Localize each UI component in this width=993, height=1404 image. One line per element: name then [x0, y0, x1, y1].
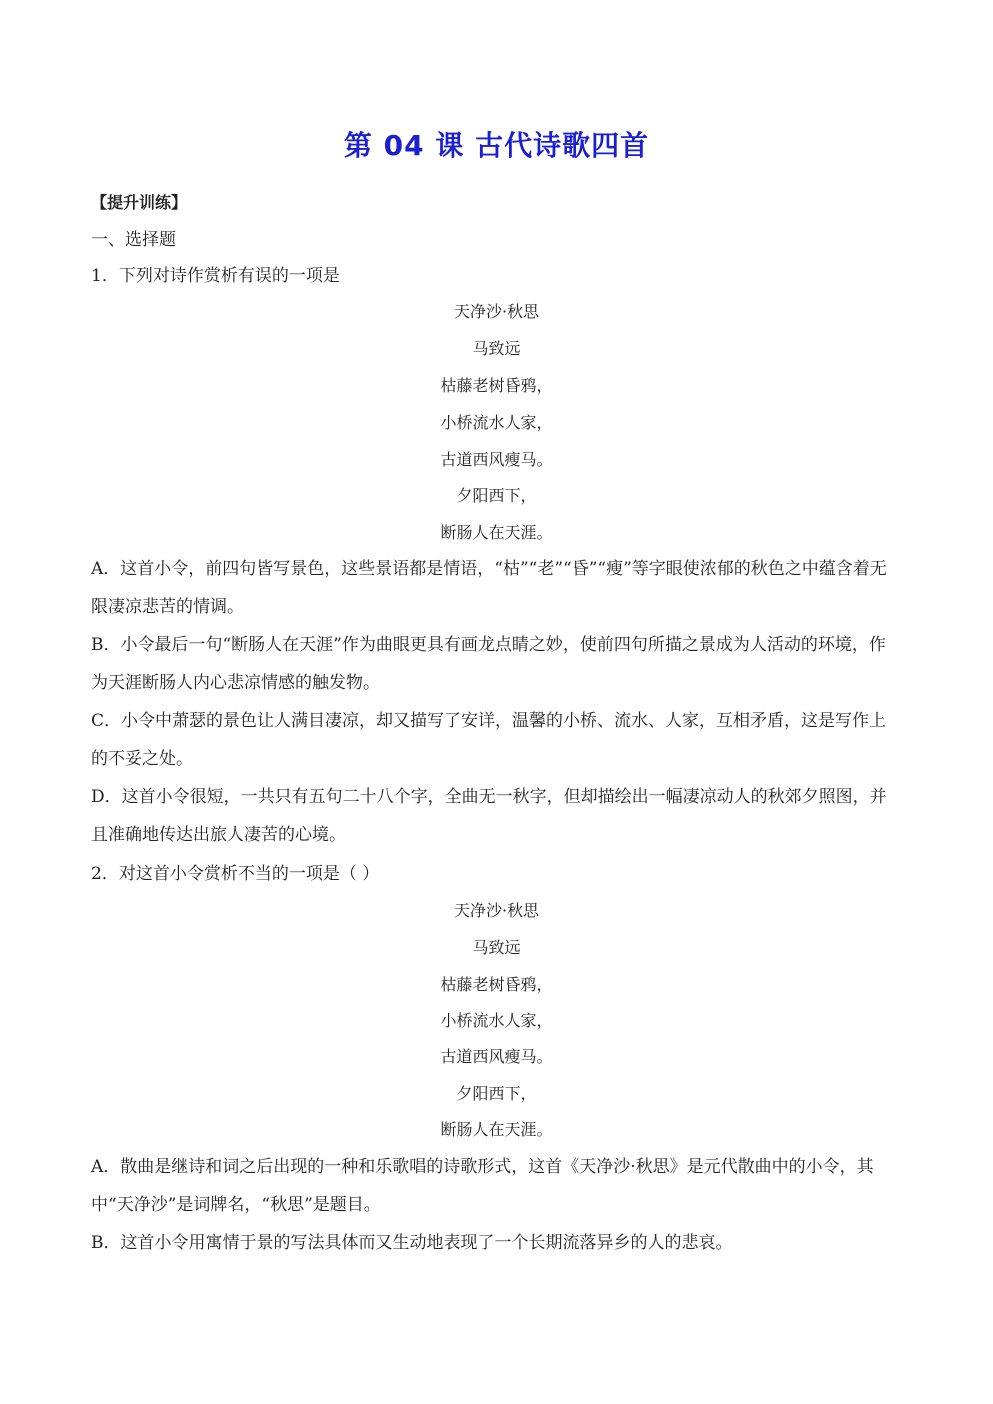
- q1-poem-line: 断肠人在天涯。: [440, 523, 553, 542]
- q1-option-d: D．这首小令很短，一共只有五句二十八个字，全曲无一秋字，但却描绘出一幅凄凉动人的秋郊夕照图，并且准确地传达出旅人凄苦的心境。: [91, 787, 887, 845]
- q2-poem-author: 马致远: [472, 938, 521, 957]
- q2-poem-title: 天净沙·秋思: [453, 901, 540, 920]
- page-title: 第 04 课 古代诗歌四首: [343, 129, 650, 162]
- q2-poem-line: 断肠人在天涯。: [440, 1120, 553, 1139]
- q1-poem-author: 马致远: [472, 339, 521, 358]
- q2-poem-line: 小桥流水人家，: [440, 1011, 553, 1030]
- q2-poem-line: 夕阳西下，: [456, 1084, 537, 1103]
- q2-option-a: A．散曲是继诗和词之后出现的一种和乐歌唱的诗歌形式，这首《天净沙·秋思》是元代散曲中的小令，其中“天净沙”是词牌名，“秋思”是题目。: [91, 1157, 874, 1215]
- part-label: 一、选择题: [91, 230, 176, 250]
- q1-poem-line: 古道西风瘦马。: [440, 450, 553, 469]
- q1-option-b: B．小令最后一句“断肠人在天涯”作为曲眼更具有画龙点睛之妙，使前四句所描之景成为人活动的环境，作为天涯断肠人内心悲凉情感的触发物。: [91, 635, 886, 693]
- q1-poem-title: 天净沙·秋思: [453, 302, 540, 321]
- section-label: 【提升训练】: [91, 193, 188, 212]
- q1-poem-line: 小桥流水人家，: [440, 413, 553, 432]
- q1-poem-line: 枯藤老树昏鸦，: [440, 376, 553, 395]
- q1-option-c: C．小令中萧瑟的景色让人满目凄凉，却又描写了安详，温馨的小桥、流水、人家，互相矛盾，这是写作上的不妥之处。: [91, 711, 887, 769]
- question-2-stem: 2．对这首小令赏析不当的一项是（ ）: [91, 864, 380, 884]
- q2-poem-line: 枯藤老树昏鸦，: [440, 975, 553, 994]
- q1-option-a: A．这首小令，前四句皆写景色，这些景语都是情语，“枯”“老”“昏”“瘦”等字眼使浓郁的秋色之中蕴含着无限凄凉悲苦的情调。: [91, 559, 887, 617]
- question-1-stem: 1．下列对诗作赏析有误的一项是: [91, 266, 340, 286]
- q1-poem-line: 夕阳西下，: [456, 486, 537, 505]
- q2-poem-line: 古道西风瘦马。: [440, 1047, 553, 1066]
- q2-option-b: B．这首小令用寓情于景的写法具体而又生动地表现了一个长期流落异乡的人的悲哀。: [91, 1233, 733, 1253]
